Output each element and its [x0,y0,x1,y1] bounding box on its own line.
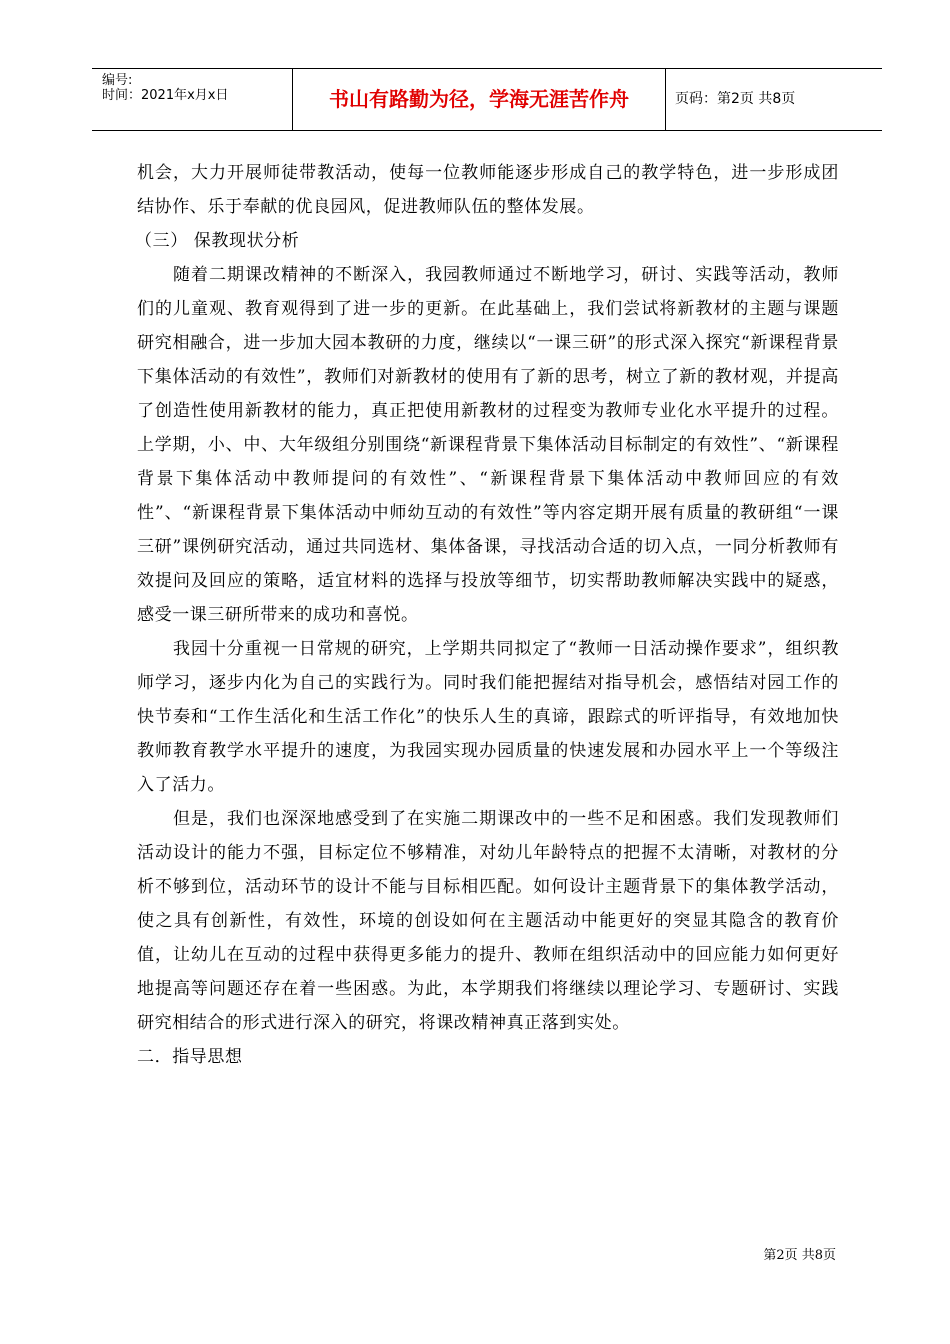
section-heading-2: 二．指导思想 [137,1047,243,1067]
section-heading-3: （三） 保教现状分析 [135,231,300,251]
page-header [92,68,882,131]
document-body [137,156,839,1074]
serial-number-label: 编号: [102,73,133,88]
footer-page-number: 第2页 共8页 [763,1248,836,1263]
header-page-number: 页码：第2页 共8页 [675,91,796,107]
header-page-cell [665,69,882,130]
paragraph-continuation: 机会，大力开展师徒带教活动，使每一位教师能逐步形成自己的教学特色，进一步形成团结协作、乐于奉献的优良园风，促进教师队伍的整体发展。 [137,163,839,217]
motto-text: 书山有路勤为径，学海无涯苦作舟 [329,87,629,111]
header-motto-cell [292,69,666,130]
header-meta-cell [92,69,292,130]
paragraph: 但是，我们也深深地感受到了在实施二期课改中的一些不足和困惑。我们发现教师们活动设计的能力不强，目标定位不够精准，对幼儿年龄特点的把握不太清晰，对教材的分析不够到位，活动环节的设计不能与目标相匹配。如何设计主题背景下的集体教学活动，使之具有创新性，有效性，环境的创设如何在主题活动中能更好的突显其隐含的教育价值，让幼儿在互动的过程中获得更多能力的提升、教师在组织活动中的回应能力如何更好地提高等问题还存在着一些困惑。为此，本学期我们将继续以理论学习、专题研讨、实践研究相结合的形式进行深入的研究，将课改精神真正落到实处。 [137,809,839,1033]
time-label: 时间：2021年x月x日 [102,88,229,103]
paragraph: 我园十分重视一日常规的研究，上学期共同拟定了“教师一日活动操作要求”，组织教师学习，逐步内化为自己的实践行为。同时我们能把握结对指导机会，感悟结对园工作的快节奏和“工作生活化和生活工作化”的快乐人生的真谛，跟踪式的听评指导，有效地加快教师教育教学水平提升的速度，为我园实现办园质量的快速发展和办园水平上一个等级注入了活力。 [137,639,839,795]
paragraph: 随着二期课改精神的不断深入，我园教师通过不断地学习，研讨、实践等活动，教师们的儿童观、教育观得到了进一步的更新。在此基础上，我们尝试将新教材的主题与课题研究相融合，进一步加大园本教研的力度，继续以“一课三研”的形式深入探究“新课程背景下集体活动的有效性”，教师们对新教材的使用有了新的思考，树立了新的教材观，并提高了创造性使用新教材的能力，真正把使用新教材的过程变为教师专业化水平提升的过程。上学期，小、中、大年级组分别围绕“新课程背景下集体活动目标制定的有效性”、“新课程背景下集体活动中教师提问的有效性”、“新课程背景下集体活动中教师回应的有效性”、“新课程背景下集体活动中师幼互动的有效性”等内容定期开展有质量的教研组“一课三研”课例研究活动，通过共同选材、集体备课，寻找活动合适的切入点，一同分析教师有效提问及回应的策略，适宜材料的选择与投放等细节，切实帮助教师解决实践中的疑惑，感受一课三研所带来的成功和喜悦。 [137,265,839,625]
